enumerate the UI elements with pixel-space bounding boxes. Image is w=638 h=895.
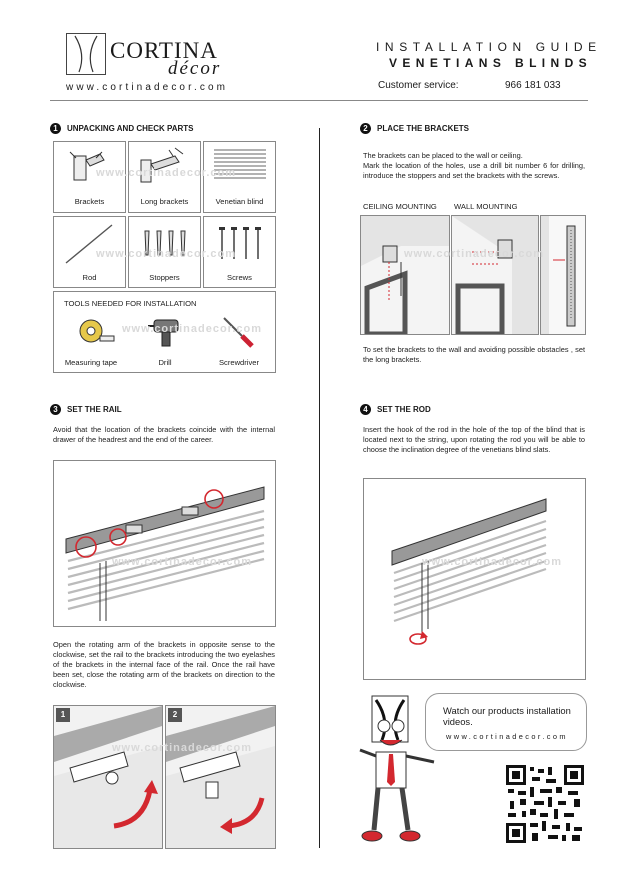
watermark: www.cortinadecor.com: [122, 323, 263, 335]
watermark: www.cortinadecor.com: [404, 248, 545, 260]
section2-number: 2: [360, 123, 371, 134]
step1-diagram: [53, 705, 163, 849]
promo-website[interactable]: www.cortinadecor.com: [446, 732, 568, 741]
watermark: www.cortinadecor.com: [112, 556, 253, 568]
section2-footer: To set the brackets to the wall and avoiding possible obstacles , set the long brackets.: [363, 345, 585, 364]
section2-title: PLACE THE BRACKETS: [377, 124, 470, 133]
section2-paragraph1: The brackets can be placed to the wall or ceiling.: [363, 151, 523, 160]
rail-diagram: [53, 460, 276, 627]
section3-title: SET THE RAIL: [67, 405, 122, 414]
part-label: Screws: [227, 273, 252, 282]
section4-title: SET THE ROD: [377, 405, 431, 414]
promo-line2: videos.: [443, 716, 473, 727]
section4-body: Insert the hook of the rod in the hole of the top of the blind that is located next to the string, upon rotating the rod you will be able to choose the inclination degree of the venetians blind slats.: [363, 425, 585, 454]
step2-diagram: [165, 705, 276, 849]
watermark: www.cortinadecor.com: [96, 167, 237, 179]
watermark: www.cortinadecor.com: [422, 556, 563, 568]
section3-body: Open the rotating arm of the brackets in opposite sense to the clockwise, set the rail to the brackets introducing the two eyelashes of the brackets in the internal face of the rail. Once the rail have been set, close the rotating arm of the brackets on direction to the clockwise.: [53, 640, 275, 689]
section2-paragraph2: Mark the location of the holes, use a drill bit number 6 for drilling, introduce the stoppers and set the brackets with the screws.: [363, 161, 585, 180]
watermark: www.cortinadecor.com: [112, 742, 253, 754]
tool-label: Measuring tape: [64, 358, 118, 367]
section1-number: 1: [50, 123, 61, 134]
long-bracket-diagram: [540, 215, 586, 335]
logo-mark-icon: [66, 33, 106, 75]
wall-mounting-diagram: [451, 215, 539, 335]
guide-subtitle: VENETIANS BLINDS: [389, 56, 593, 70]
customer-service-label: Customer service:: [378, 80, 459, 91]
step1-tag: 1: [56, 708, 70, 722]
rod-diagram: [363, 478, 586, 680]
part-label: Rod: [82, 273, 97, 282]
brand-name: CORTINA: [110, 38, 218, 63]
promo-line1: Watch our products installation: [443, 705, 571, 716]
watermark: www.cortinadecor.com: [96, 248, 237, 260]
part-label: Stoppers: [149, 273, 180, 282]
website-link[interactable]: www.cortinadecor.com: [66, 82, 229, 93]
column-divider: [319, 128, 320, 848]
part-label: Venetian blind: [215, 197, 264, 206]
tool-label: Screwdriver: [218, 358, 260, 367]
section3-intro: Avoid that the location of the brackets coincide with the internal drawer of the headrest and the end of the career.: [53, 425, 275, 444]
ceiling-mounting-label: CEILING MOUNTING: [363, 202, 437, 211]
ceiling-mounting-diagram: [360, 215, 450, 335]
part-label: Long brackets: [140, 197, 189, 206]
step2-tag: 2: [168, 708, 182, 722]
brand-sub: décor: [168, 58, 222, 79]
header-divider: [50, 100, 588, 101]
tools-title: TOOLS NEEDED FOR INSTALLATION: [64, 299, 197, 308]
tool-label: Drill: [158, 358, 172, 367]
section1-title: UNPACKING AND CHECK PARTS: [67, 124, 194, 133]
guide-title: INSTALLATION GUIDE: [376, 40, 602, 54]
wall-mounting-label: WALL MOUNTING: [454, 202, 518, 211]
section3-number: 3: [50, 404, 61, 415]
qr-code-icon[interactable]: [506, 765, 584, 843]
customer-service-phone[interactable]: 966 181 033: [505, 80, 561, 91]
section4-number: 4: [360, 404, 371, 415]
promo-bubble: [425, 693, 587, 751]
measuring-tape-icon: [76, 316, 116, 346]
part-label: Brackets: [74, 197, 105, 206]
